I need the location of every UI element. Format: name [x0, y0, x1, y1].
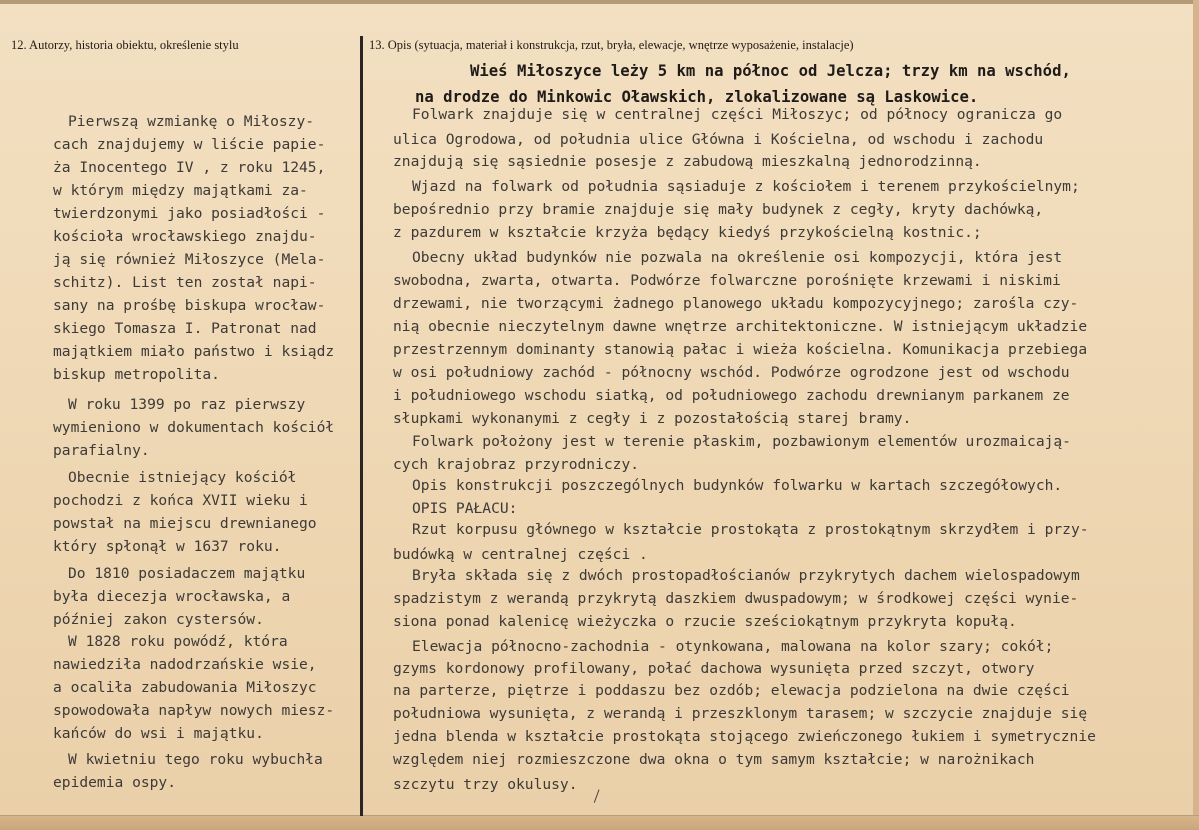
description-line: swobodna, zwarta, otwarta. Podwórze folwarczne porośnięte krzewami i niskimi	[393, 272, 1061, 289]
description-line: ulica Ogrodowa, od południa ulice Główna i Kościelna, od wschodu i zachodu	[393, 131, 1044, 148]
history-line: powstał na miejscu drewnianego	[53, 515, 317, 532]
description-line: Rzut korpusu głównego w kształcie prostokąta z prostokątnym skrzydłem i przy-	[412, 521, 1089, 538]
description-line: cych krajobraz przyrodniczy.	[393, 456, 640, 473]
description-line: szczytu trzy okulusy.	[393, 776, 578, 793]
description-line: bepośrednio przy bramie znajduje się mały budynek z cegły, kryty dachówką,	[393, 201, 1044, 218]
history-line: W roku 1399 po raz pierwszy	[68, 396, 306, 413]
pen-mark	[594, 789, 604, 804]
history-line: schitz). List ten został napi-	[53, 274, 317, 291]
history-line: w którym między majątkami za-	[53, 182, 308, 199]
history-line: pochodzi z końca XVII wieku i	[53, 492, 308, 509]
history-line: twierdzonymi jako posiadłości -	[53, 205, 326, 222]
history-line: Obecnie istniejący kościół	[68, 469, 297, 486]
history-line: sany na prośbę biskupa wrocław-	[53, 297, 326, 314]
location-heading-line: na drodze do Minkowic Oławskich, zlokalizowane są Laskowice.	[415, 88, 979, 106]
card-top-edge	[0, 0, 1199, 4]
description-line: Bryła składa się z dwóch prostopadłościanów przykrytych dachem wielospadowym	[412, 567, 1080, 584]
history-line: wymieniono w dokumentach kościół	[53, 419, 335, 436]
history-line: spowodowała napływ nowych miesz-	[53, 702, 335, 719]
column-divider	[360, 36, 363, 816]
description-line: Folwark położony jest w terenie płaskim, pozbawionym elementów urozmaicają-	[412, 433, 1071, 450]
description-line: znajdują się sąsiednie posesje z zabudową mieszkalną jednorodzinną.	[393, 153, 982, 170]
section-12-header: 12. Autorzy, historia obiektu, określenie stylu	[11, 38, 239, 52]
description-line: względem niej rozmieszczone dwa okna o tym samym kształcie; w narożnikach	[393, 751, 1035, 768]
description-line: OPIS PAŁACU:	[412, 500, 518, 517]
history-line: ją się również Miłoszyce (Mela-	[53, 251, 326, 268]
history-line: cach znajdujemy w liście papie-	[53, 136, 326, 153]
card-right-edge	[1193, 0, 1199, 830]
history-line: epidemia ospy.	[53, 774, 177, 791]
section-13-header: 13. Opis (sytuacja, materiał i konstrukcja, rzut, bryła, elewacje, wnętrze wyposażenie, instalacje)	[369, 38, 854, 52]
history-line: nawiedziła nadodrzańskie wsie,	[53, 656, 317, 673]
location-heading-line: Wieś Miłoszyce leży 5 km na północ od Jelcza; trzy km na wschód,	[470, 62, 1071, 80]
description-line: i południowego wschodu siatką, od południowego zachodu drewnianym parkanem ze	[393, 387, 1070, 404]
history-line: który spłonął w 1637 roku.	[53, 538, 282, 555]
description-line: południowa wysunięta, z werandą i przeszklonym tarasem; w szczycie znajduje się	[393, 705, 1088, 722]
description-line: Folwark znajduje się w centralnej części Miłoszyc; od północy ogranicza go	[412, 106, 1063, 123]
description-line: nią obecnie nieczytelnym dawne wnętrze architektoniczne. W istniejącym układzie	[393, 318, 1088, 335]
history-line: a ocaliła zabudowania Miłoszyc	[53, 679, 317, 696]
description-line: przestrzennym dominanty stanowią pałac i wieża kościelna. Komunikacja przebiega	[393, 341, 1088, 358]
description-line: Opis konstrukcji poszczególnych budynków folwarku w kartach szczegółowych.	[412, 477, 1063, 494]
history-line: parafialny.	[53, 442, 150, 459]
history-line: Pierwszą wzmiankę o Miłoszy-	[68, 113, 315, 130]
history-line: ża Inocentego IV , z roku 1245,	[53, 159, 326, 176]
description-line: jedna blenda w kształcie prostokąta stojącego zwieńczonego łukiem i symetrycznie	[393, 728, 1096, 745]
history-line: później zakon cystersów.	[53, 611, 264, 628]
history-line: skiego Tomasza I. Patronat nad	[53, 320, 317, 337]
description-line: Wjazd na folwark od południa sąsiaduje z kościołem i terenem przykościelnym;	[412, 178, 1080, 195]
description-line: z pazdurem w kształcie krzyża będący kiedyś przykościelną kostnic.;	[393, 224, 982, 241]
description-line: Obecny układ budynków nie pozwala na określenie osi kompozycji, która jest	[412, 249, 1063, 266]
description-line: siona ponad kalenicę wieżyczka o rzucie sześciokątnym przykryta kopułą.	[393, 613, 1017, 630]
history-line: była diecezja wrocławska, a	[53, 588, 291, 605]
description-line: Elewacja północno-zachodnia - otynkowana, malowana na kolor szary; cokół;	[412, 638, 1054, 655]
description-line: budówką w centralnej części .	[393, 546, 648, 563]
description-line: gzyms kordonowy profilowany, połać dachowa wysunięta przed szczyt, otwory	[393, 660, 1035, 677]
description-line: słupkami wykonanymi z cegły i z pozostałością starej bramy.	[393, 410, 912, 427]
history-line: W kwietniu tego roku wybuchła	[68, 751, 323, 768]
history-line: biskup metropolita.	[53, 366, 220, 383]
card-bottom-edge	[0, 815, 1199, 830]
description-line: na parterze, piętrze i poddaszu bez ozdób; elewacja podzielona na dwie części	[393, 682, 1070, 699]
history-line: Do 1810 posiadaczem majątku	[68, 565, 306, 582]
description-line: w osi południowy zachód - północny wschód. Podwórze ogrodzone jest od wschodu	[393, 364, 1070, 381]
history-line: kańców do wsi i majątku.	[53, 725, 264, 742]
description-line: drzewami, nie tworzącymi żadnego planowego układu kompozycyjnego; zarośla czy-	[393, 295, 1079, 312]
history-line: kościoła wrocławskiego znajdu-	[53, 228, 317, 245]
history-line: majątkiem miało państwo i ksiądz	[53, 343, 335, 360]
history-line: W 1828 roku powódź, która	[68, 633, 288, 650]
description-line: spadzistym z werandą przykrytą daszkiem dwuspadowym; w środkowej części wynie-	[393, 590, 1079, 607]
